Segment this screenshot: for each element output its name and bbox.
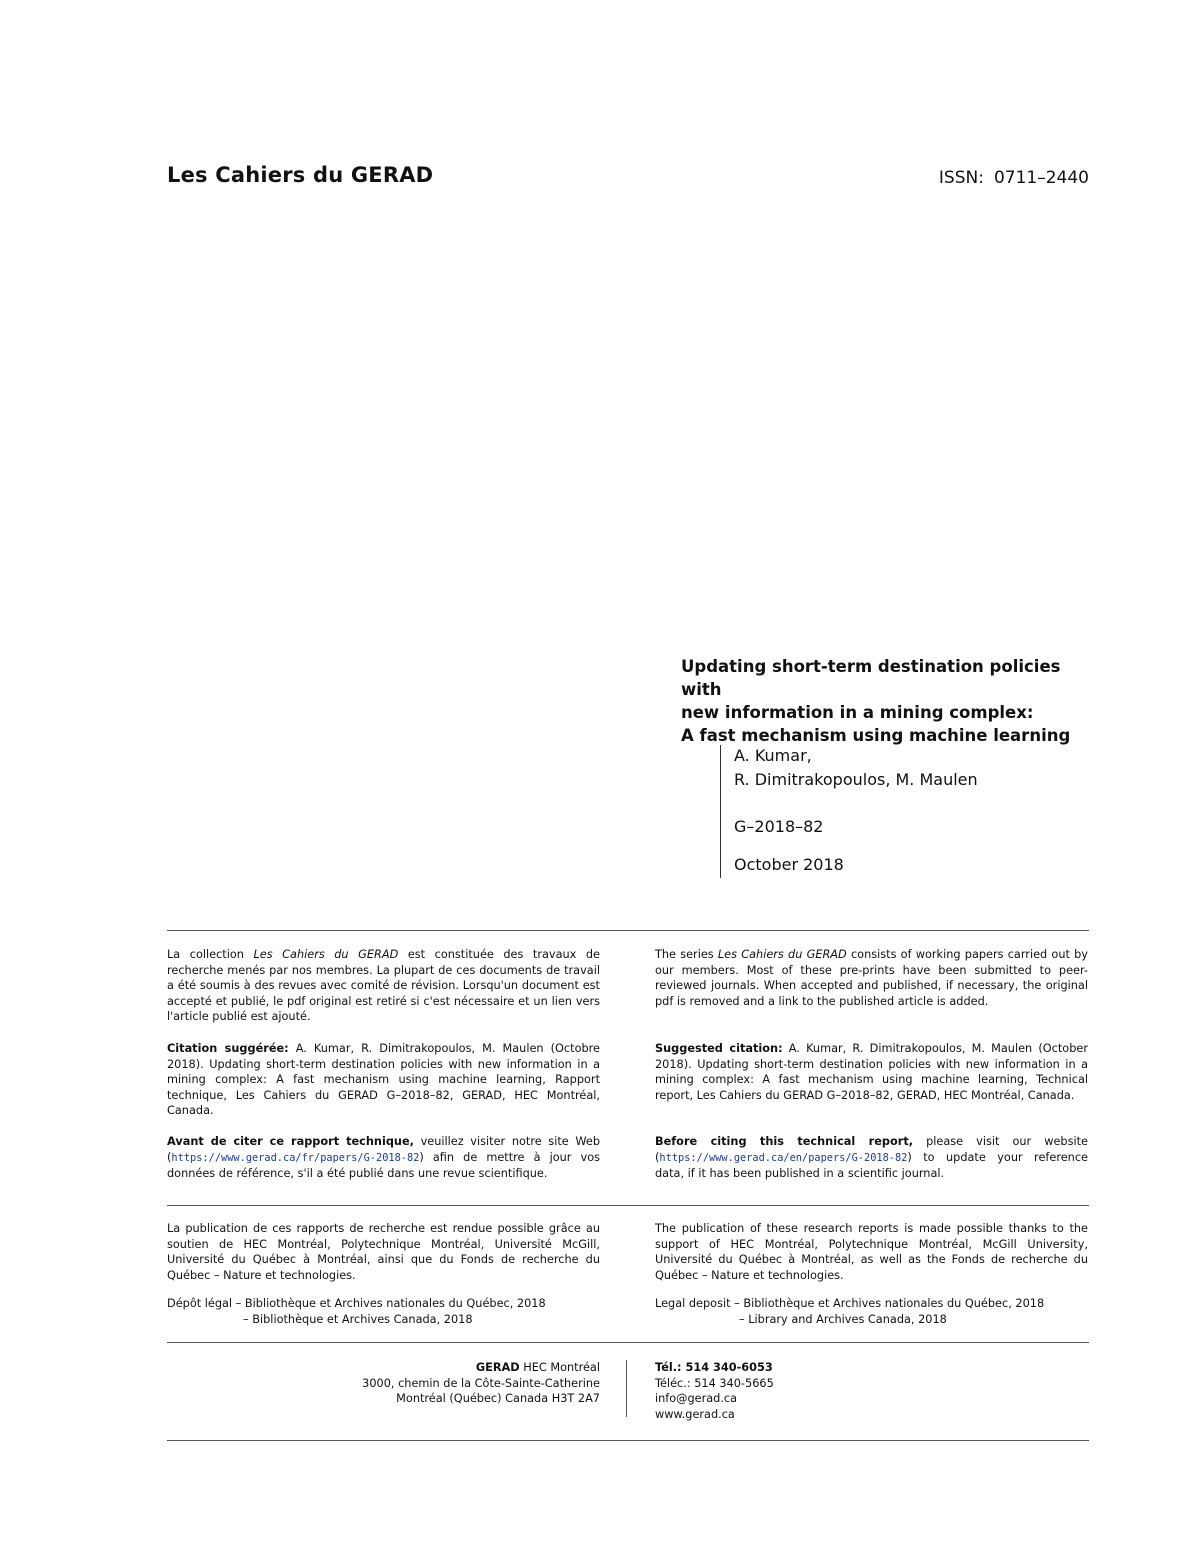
contact-divider (626, 1360, 627, 1417)
en-publication-paragraph: The publication of these research reports is made possible thanks to the support of HEC Montréal, Polytechnique Montréal, McGill University, Université du Québec à Montréal, as well as the Fonds de recherche du Québec – Nature et technologies. (655, 1222, 1088, 1282)
paper-title (681, 655, 1101, 747)
fr-citation-paragraph: Citation suggérée: A. Kumar, R. Dimitrakopoulos, M. Maulen (Octobre 2018). Updating short-term destination policies with new information in a mining complex: A fast mechanism using machine learning, Rapport technique, Les Cahiers du GERAD G–2018–82, GERAD, HEC Montréal, Canada. (167, 1042, 600, 1118)
divider (167, 1342, 1089, 1343)
en-series-paragraph: The series Les Cahiers du GERAD consists of working papers carried out by our members. Most of these pre-prints have been submitted to peer-reviewed journals. When accepted and published, if necessary, the original pdf is removed and a link to the published article is added. (655, 948, 1088, 1008)
report-date: October 2018 (734, 855, 844, 874)
fr-publication-paragraph: La publication de ces rapports de recherche est rendue possible grâce au soutien de HEC Montréal, Polytechnique Montréal, Université McGill, Université du Québec à Montréal, ainsi que du Fonds de recherche du Québec – Nature et technologies. (167, 1222, 600, 1282)
issn-label: ISSN: (938, 168, 984, 188)
author-line: A. Kumar, (734, 746, 812, 765)
title-line: Updating short-term destination policies with (681, 657, 1061, 699)
fr-before-citing-paragraph: Avant de citer ce rapport technique, veuillez visiter notre site Web (https://www.gerad.ca/fr/papers/G-2018-82) afin de mettre à jour vos données de référence, s'il a été publié dans une revue scientifique. (167, 1135, 600, 1181)
divider (167, 1440, 1089, 1441)
en-legal-deposit: Legal deposit – Bibliothèque et Archives nationales du Québec, 2018 – Library and Archives Canada, 2018 (655, 1297, 1045, 1326)
website-link[interactable]: www.gerad.ca (655, 1407, 735, 1421)
address-line: 3000, chemin de la Côte-Sainte-Catherine (362, 1376, 600, 1390)
title-line: A fast mechanism using machine learning (681, 726, 1071, 745)
phone: Tél.: 514 340-6053 (655, 1361, 773, 1374)
series-name: Les Cahiers du GERAD (167, 163, 434, 187)
gerad-address: GERAD HEC Montréal 3000, chemin de la Côte-Sainte-Catherine Montréal (Québec) Canada H3T 2A7 (362, 1361, 600, 1406)
fr-legal-deposit: Dépôt légal – Bibliothèque et Archives nationales du Québec, 2018 – Bibliothèque et Archives Canada, 2018 (167, 1297, 546, 1326)
email-link[interactable]: info@gerad.ca (655, 1392, 738, 1406)
gerad-contact (655, 1360, 774, 1422)
paper-info (720, 745, 1101, 878)
divider (167, 1205, 1089, 1206)
author-line: R. Dimitrakopoulos, M. Maulen (734, 770, 978, 789)
fr-paper-link[interactable]: https://www.gerad.ca/fr/papers/G-2018-82 (171, 1151, 420, 1164)
issn-value: 0711–2440 (993, 168, 1089, 188)
org-name: GERAD (475, 1361, 520, 1374)
en-before-citing-paragraph: Before citing this technical report, please visit our website (https://www.gerad.ca/en/papers/G-2018-82) to update your reference data, if it has been published in a scientific journal. (655, 1135, 1088, 1181)
en-paper-link[interactable]: https://www.gerad.ca/en/papers/G-2018-82 (659, 1151, 908, 1164)
title-line: new information in a mining complex: (681, 703, 1034, 722)
fr-collection-paragraph: La collection Les Cahiers du GERAD est constituée des travaux de recherche menés par nos membres. La plupart de ces documents de travail a été soumis à des revues avec comité de révision. Lorsqu'un document est accepté et publié, le pdf original est retiré si c'est nécessaire et un lien vers l'article publié est ajouté. (167, 948, 601, 1024)
fax: Téléc.: 514 340-5665 (655, 1376, 774, 1390)
en-citation-paragraph: Suggested citation: A. Kumar, R. Dimitrakopoulos, M. Maulen (October 2018). Updating short-term destination policies with new information in a mining complex: A fast mechanism using machine learning, Technical report, Les Cahiers du GERAD G–2018–82, GERAD, HEC Montréal, Canada. (655, 1042, 1088, 1102)
issn (939, 168, 1089, 188)
address-line: Montréal (Québec) Canada H3T 2A7 (396, 1392, 600, 1406)
report-number: G–2018–82 (734, 817, 824, 836)
divider (167, 930, 1089, 931)
